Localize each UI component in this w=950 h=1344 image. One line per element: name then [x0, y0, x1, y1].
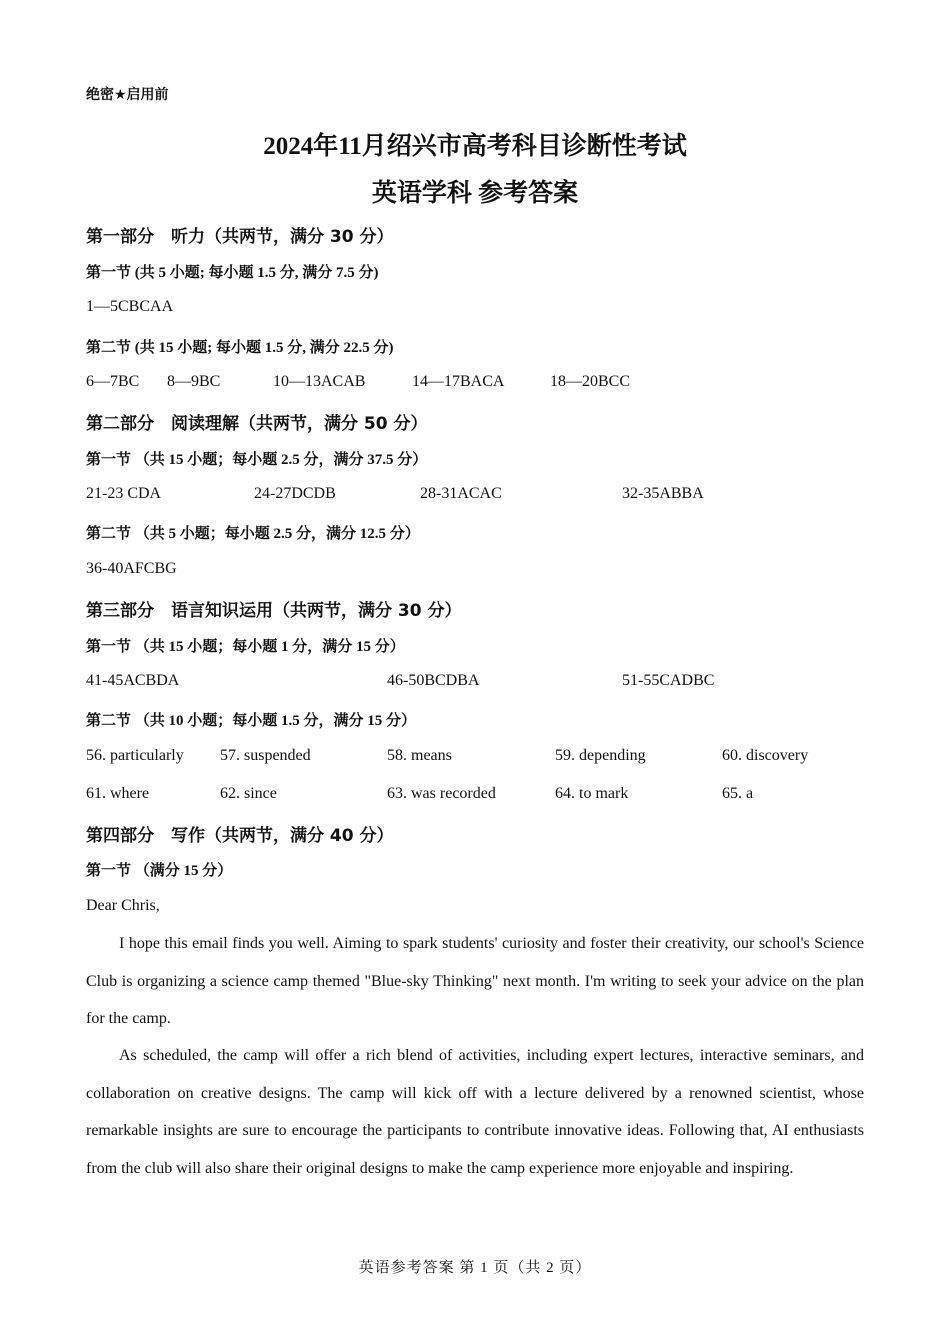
exam-subtitle: 英语学科 参考答案: [371, 180, 579, 207]
answer-item: 18—20BCC: [550, 373, 631, 390]
part3-sec1-heading: 第一节 （共 15 小题；每小题 1 分，满分 15 分）: [86, 639, 405, 655]
answer-item: 41-45ACBDA: [86, 672, 180, 689]
answer-item: 1—5CBCAA: [86, 298, 174, 315]
essay-paragraph-2: As scheduled, the camp will offer a rich blend of activities, including expert lectures, interactive seminars, and collaboration on creative designs. The camp will kick off with a lecture delivered by a renowned scientist, whose remarkable insights are sure to encourage the participants to contribute innovative ideas. Following that, AI enthusiasts from the club will also share their original designs to make the camp experience more enjoyable and inspiring.: [86, 1047, 864, 1177]
part1-heading: 第一部分 听力（共两节，满分 30 分）: [86, 227, 394, 247]
answer-item: 8—9BC: [167, 373, 221, 390]
answer-item: 36-40AFCBG: [86, 560, 177, 577]
answer-item: 64. to mark: [555, 785, 629, 802]
part4-heading: 第四部分 写作（共两节，满分 40 分）: [86, 826, 394, 846]
part2-sec1-heading: 第一节 （共 15 小题；每小题 2.5 分，满分 37.5 分）: [86, 452, 428, 468]
answer-item: 65. a: [722, 785, 754, 802]
answer-item: 56. particularly: [86, 747, 184, 764]
confidential-label: 绝密★启用前: [86, 87, 169, 103]
answer-item: 62. since: [220, 785, 277, 802]
answer-item: 24-27DCDB: [254, 485, 336, 502]
answer-item: 63. was recorded: [387, 785, 496, 802]
answer-item: 51-55CADBC: [622, 672, 715, 689]
answer-item: 46-50BCDBA: [387, 672, 480, 689]
answer-item: 14—17BACA: [412, 373, 505, 390]
answer-item: 32-35ABBA: [622, 485, 704, 502]
answer-item: 21-23 CDA: [86, 485, 162, 502]
answer-item: 59. depending: [555, 747, 646, 764]
part2-heading: 第二部分 阅读理解（共两节，满分 50 分）: [86, 414, 428, 434]
answer-item: 57. suspended: [220, 747, 311, 764]
answer-item: 6—7BC: [86, 373, 140, 390]
essay-paragraph-1: I hope this email finds you well. Aiming to spark students' curiosity and foster their creativity, our school's Science Club is organizing a science camp themed "Blue-sky Thinking" next month. I'm writing to seek your advice on the plan for the camp.: [86, 935, 864, 1027]
answer-item: 61. where: [86, 785, 150, 802]
answer-item: 28-31ACAC: [420, 485, 502, 502]
page-footer: 英语参考答案 第 1 页（共 2 页）: [358, 1260, 592, 1276]
essay-salutation: Dear Chris,: [86, 897, 160, 914]
answer-item: 58. means: [387, 747, 452, 764]
part1-sec2-heading: 第二节 (共 15 小题; 每小题 1.5 分, 满分 22.5 分): [86, 340, 394, 356]
part4-sec1-heading: 第一节 （满分 15 分）: [86, 863, 233, 879]
answer-item: 60. discovery: [722, 747, 809, 764]
part3-sec2-heading: 第二节 （共 10 小题；每小题 1.5 分，满分 15 分）: [86, 713, 417, 729]
answer-item: 10—13ACAB: [273, 373, 366, 390]
part2-sec2-heading: 第二节 （共 5 小题；每小题 2.5 分，满分 12.5 分）: [86, 526, 420, 542]
part1-sec1-heading: 第一节 (共 5 小题; 每小题 1.5 分, 满分 7.5 分): [86, 265, 379, 281]
part3-heading: 第三部分 语言知识运用（共两节，满分 30 分）: [86, 601, 462, 621]
exam-title: 2024年11月绍兴市高考科目诊断性考试: [263, 133, 687, 160]
